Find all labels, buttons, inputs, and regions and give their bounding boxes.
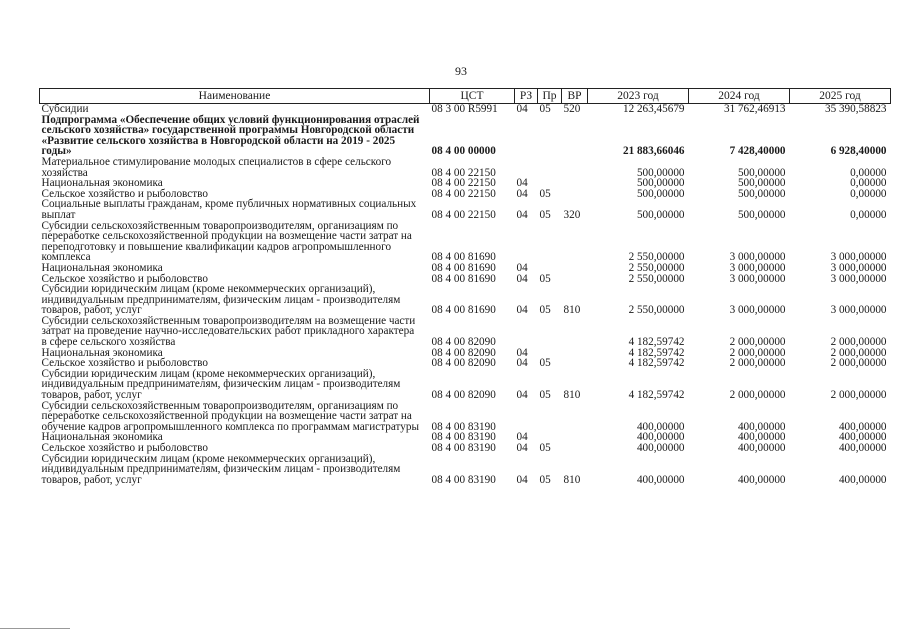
row-value-2023: 500,00000: [636, 208, 685, 221]
row-value-2025: 400,00000: [838, 420, 887, 433]
row-vr: [562, 178, 588, 189]
row-value-2025: 0,00000: [850, 187, 887, 200]
row-value-2024: 2 000,00000: [729, 346, 786, 359]
row-cst: 08 4 00 83190: [431, 431, 496, 444]
row-pr: 05: [539, 357, 551, 370]
row-value-2024: 2 000,00000: [729, 389, 786, 402]
row-value-2025: 0,00000: [850, 208, 887, 221]
row-pr: [538, 316, 562, 348]
row-cst: 08 4 00 83190: [431, 420, 496, 433]
row-value-2025: 400,00000: [838, 442, 887, 454]
row-rz: [515, 115, 538, 157]
row-value-2024: 3 000,00000: [729, 304, 786, 317]
table-row: [40, 221, 891, 263]
row-cst: 08 4 00 81690: [431, 272, 496, 285]
row-value-2025: 35 390,58823: [824, 103, 887, 115]
row-value-2024: 400,00000: [737, 473, 786, 486]
header-cst: ЦСТ: [430, 89, 515, 104]
row-name: Субсидии сельскохозяйственным товаропроизводителям, организациям по переработке сельскохозяйственной продукции на возмещение части затрат на обучение кадров агропромышленного комплекса по программам магистратуры: [41, 399, 419, 433]
row-vr: [562, 221, 588, 263]
header-2025: 2025 год: [790, 89, 891, 104]
row-vr: 810: [563, 304, 581, 317]
row-pr: 05: [539, 272, 551, 285]
row-vr: 320: [563, 208, 581, 221]
row-vr: [562, 115, 588, 157]
row-pr: [538, 115, 562, 157]
row-name: Сельское хозяйство и рыболовство: [41, 187, 208, 200]
row-cst: 08 4 00 82090: [431, 357, 496, 370]
row-value-2025: 3 000,00000: [830, 304, 887, 317]
row-vr: [562, 443, 588, 454]
row-name: Субсидии юридическим лицам (кроме некоммерческих организаций), индивидуальным предпринимателям, физическим лицам - производителям товаров, работ, услуг: [41, 283, 401, 317]
table-row: [40, 284, 891, 316]
row-rz: 04: [516, 261, 528, 274]
row-value-2025: 3 000,00000: [830, 261, 887, 274]
table-row: [40, 401, 891, 433]
table-row: [40, 454, 891, 486]
row-cst: 08 4 00 82090: [431, 346, 496, 359]
row-value-2023: 21 883,66046: [622, 145, 685, 158]
row-pr: 05: [539, 389, 551, 402]
row-cst: 08 4 00 83190: [431, 473, 496, 486]
row-value-2024: 3 000,00000: [729, 272, 786, 285]
table-row: [40, 369, 891, 401]
row-value-2025: 2 000,00000: [830, 357, 887, 370]
row-rz: 04: [516, 389, 528, 402]
row-value-2024: 400,00000: [737, 442, 786, 454]
row-value-2023: 400,00000: [636, 473, 685, 486]
row-value-2025: 400,00000: [838, 473, 887, 486]
row-name: Субсидии сельскохозяйственным товаропроизводителям, организациям по переработке сельскохозяйственной продукции на возмещение части затрат на переподготовку и повышение квалификации кадров агропромышленного комплекса: [41, 219, 412, 264]
row-cst: 08 4 00 22150: [431, 187, 496, 200]
row-rz: [515, 221, 538, 263]
row-cst: 08 4 00 81690: [431, 251, 496, 264]
row-value-2023: 500,00000: [636, 166, 685, 179]
row-value-2023: 2 550,00000: [628, 304, 685, 317]
row-pr: 05: [539, 103, 551, 115]
row-value-2024: 400,00000: [737, 431, 786, 444]
row-cst: 08 4 00 83190: [431, 442, 496, 454]
footer-divider: [0, 628, 70, 629]
table-header-row: [40, 89, 891, 104]
row-value-2023: 4 182,59742: [628, 336, 685, 349]
table-row: [40, 199, 891, 220]
table-body: [40, 104, 891, 486]
row-rz: 04: [516, 272, 528, 285]
table-row: [40, 443, 891, 454]
row-value-2025: 6 928,40000: [830, 145, 887, 158]
row-value-2023: 12 263,45679: [622, 103, 685, 115]
row-pr: 05: [539, 473, 551, 486]
row-value-2023: 2 550,00000: [628, 272, 685, 285]
row-rz: 04: [516, 431, 528, 444]
row-value-2023: 400,00000: [636, 431, 685, 444]
row-value-2023: 4 182,59742: [628, 357, 685, 370]
row-rz: [515, 401, 538, 433]
row-rz: 04: [516, 177, 528, 190]
row-cst: 08 4 00 82090: [431, 336, 496, 349]
row-cst: 08 4 00 00000: [431, 145, 496, 158]
row-name: Сельское хозяйство и рыболовство: [41, 272, 208, 285]
row-cst: 08 4 00 81690: [431, 304, 496, 317]
row-value-2024: 500,00000: [737, 208, 786, 221]
row-vr: [562, 274, 588, 285]
row-cst: 08 4 00 22150: [431, 208, 496, 221]
row-value-2024: 3 000,00000: [729, 261, 786, 274]
row-value-2025: 3 000,00000: [830, 251, 887, 264]
row-value-2023: 400,00000: [636, 420, 685, 433]
row-value-2024: 2 000,00000: [729, 357, 786, 370]
row-cst: 08 4 00 22150: [431, 166, 496, 179]
row-vr: [562, 157, 588, 178]
row-name: Национальная экономика: [41, 177, 163, 190]
row-vr: 810: [563, 473, 581, 486]
row-rz: 04: [516, 103, 528, 115]
row-name: Сельское хозяйство и рыболовство: [41, 442, 208, 454]
row-value-2025: 2 000,00000: [830, 336, 887, 349]
row-name: Сельское хозяйство и рыболовство: [41, 357, 208, 370]
row-value-2023: 500,00000: [636, 187, 685, 200]
row-vr: [562, 189, 588, 200]
row-name: Субсидии юридическим лицам (кроме некоммерческих организаций), индивидуальным предпринимателям, физическим лицам - производителям товаров, работ, услуг: [41, 367, 401, 402]
budget-table: [39, 88, 891, 485]
row-pr: 05: [539, 208, 551, 221]
row-rz: 04: [516, 473, 528, 486]
table-row: [40, 316, 891, 348]
table-row: [40, 104, 891, 115]
row-name: Социальные выплаты гражданам, кроме публичных нормативных социальных выплат: [41, 198, 417, 221]
row-name: Подпрограмма «Обеспечение общих условий функционирования отраслей сельского хозяйства» государственной программы Новгородской области «Развитие сельского хозяйства в Новгородской области на 2019 - 2025 годы»: [41, 113, 420, 158]
row-name: Национальная экономика: [41, 346, 163, 359]
page-number: 93: [455, 64, 467, 78]
row-pr: 05: [539, 442, 551, 454]
row-rz: 04: [516, 208, 528, 221]
row-value-2023: 4 182,59742: [628, 346, 685, 359]
header-vr: ВР: [562, 89, 588, 104]
table-row: [40, 157, 891, 178]
row-value-2024: 3 000,00000: [729, 251, 786, 264]
row-cst: 08 4 00 22150: [431, 177, 496, 190]
row-vr: [562, 348, 588, 359]
row-pr: [538, 157, 562, 178]
row-name: Материальное стимулирование молодых специалистов в сфере сельского хозяйства: [41, 155, 392, 179]
row-vr: [562, 401, 588, 433]
header-pr: Пр: [538, 89, 562, 104]
table-row: [40, 263, 891, 274]
row-vr: [562, 263, 588, 274]
row-cst: 08 4 00 82090: [431, 389, 496, 402]
row-rz: [515, 316, 538, 348]
row-vr: 810: [563, 389, 581, 402]
row-value-2025: 2 000,00000: [830, 346, 887, 359]
row-rz: 04: [516, 187, 528, 200]
row-rz: 04: [516, 304, 528, 317]
row-name: Субсидии сельскохозяйственным товаропроизводителям на возмещение части затрат на проведение научно-исследовательских работ прикладного характера в сфере сельского хозяйства: [41, 314, 416, 349]
row-value-2024: 500,00000: [737, 187, 786, 200]
table-row: [40, 115, 891, 157]
row-value-2023: 400,00000: [636, 442, 685, 454]
row-pr: [538, 401, 562, 433]
row-value-2025: 3 000,00000: [830, 272, 887, 285]
row-value-2025: 2 000,00000: [830, 389, 887, 402]
header-2024: 2024 год: [689, 89, 790, 104]
row-value-2023: 2 550,00000: [628, 261, 685, 274]
row-value-2023: 4 182,59742: [628, 389, 685, 402]
row-value-2025: 400,00000: [838, 431, 887, 444]
budget-table-sheet: [39, 88, 890, 485]
header-rz: РЗ: [515, 89, 538, 104]
header-name: Наименование: [40, 89, 430, 104]
row-value-2024: 500,00000: [737, 177, 786, 190]
row-value-2023: 500,00000: [636, 177, 685, 190]
row-cst: 08 3 00 R5991: [431, 103, 498, 115]
row-name: Национальная экономика: [41, 261, 163, 274]
row-pr: 05: [539, 187, 551, 200]
row-vr: [562, 316, 588, 348]
row-value-2025: 0,00000: [850, 177, 887, 190]
row-value-2024: 2 000,00000: [729, 336, 786, 349]
row-value-2024: 7 428,40000: [729, 145, 786, 158]
row-rz: 04: [516, 357, 528, 370]
row-vr: 520: [563, 103, 581, 115]
row-pr: [538, 221, 562, 263]
row-rz: 04: [516, 346, 528, 359]
row-value-2023: 2 550,00000: [628, 251, 685, 264]
row-name: Субсидии: [41, 103, 89, 115]
row-vr: [562, 358, 588, 369]
row-rz: 04: [516, 442, 528, 454]
header-2023: 2023 год: [588, 89, 689, 104]
row-value-2024: 400,00000: [737, 420, 786, 433]
row-cst: 08 4 00 81690: [431, 261, 496, 274]
row-rz: [515, 157, 538, 178]
row-pr: 05: [539, 304, 551, 317]
row-vr: [562, 432, 588, 443]
row-value-2024: 500,00000: [737, 166, 786, 179]
row-name: Национальная экономика: [41, 431, 163, 444]
row-pr: [538, 263, 562, 274]
row-value-2024: 31 762,46913: [723, 103, 786, 115]
row-name: Субсидии юридическим лицам (кроме некоммерческих организаций), индивидуальным предпринимателям, физическим лицам - производителям товаров, работ, услуг: [41, 452, 401, 486]
row-value-2025: 0,00000: [850, 166, 887, 179]
